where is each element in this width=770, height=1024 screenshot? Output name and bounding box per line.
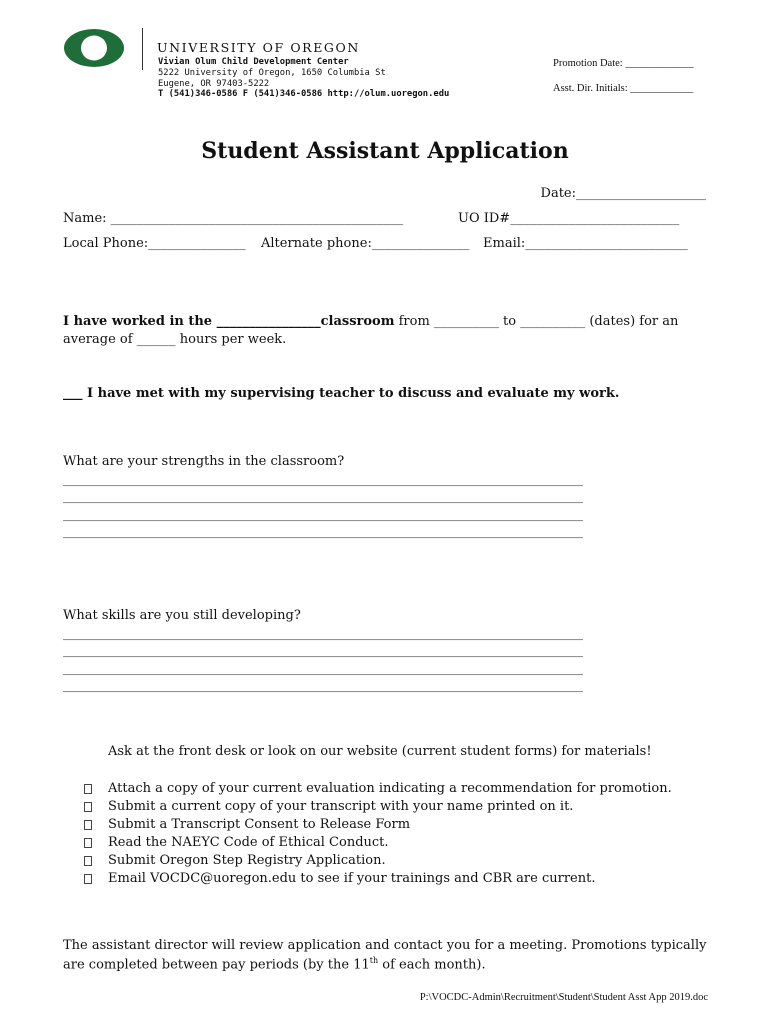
checklist-item[interactable] <box>84 834 672 852</box>
address-line-1: 5222 University of Oregon, 1650 Columbia St <box>158 68 386 78</box>
worked-statement <box>63 314 678 329</box>
worked-classroom-blank[interactable]: I have worked in the ________________classroom <box>63 314 395 329</box>
ordinal-suffix: th <box>369 956 379 965</box>
strengths-question: What are your strengths in the classroom? <box>63 454 345 469</box>
email-field[interactable]: Email:_________________________ <box>483 236 688 251</box>
checkbox-icon[interactable] <box>84 820 92 830</box>
asst-dir-initials-field[interactable]: Asst. Dir. Initials: ____________ <box>553 83 694 94</box>
checklist-item-label: Submit Oregon Step Registry Application. <box>108 853 386 868</box>
worked-dates-blanks[interactable]: from __________ to __________ (dates) for an <box>394 314 679 329</box>
center-name: Vivian Olum Child Development Center <box>158 57 349 67</box>
strengths-answer-line[interactable]: ________________________________________________________________________________ <box>63 507 583 522</box>
name-field[interactable]: Name: _____________________________________________ <box>63 211 404 226</box>
uo-id-field[interactable]: UO ID#__________________________ <box>458 211 680 226</box>
materials-checklist <box>84 780 672 888</box>
checklist-item-label: Email VOCDC@uoregon.edu to see if your trainings and CBR are current. <box>108 871 596 886</box>
local-phone-field[interactable]: Local Phone:_______________ <box>63 236 246 251</box>
checklist-item[interactable] <box>84 852 672 870</box>
skills-answer-line[interactable]: ________________________________________________________________________________ <box>63 661 583 676</box>
header-divider <box>142 28 143 70</box>
file-path-footer: P:\VOCDC-Admin\Recruitment\Student\Student Asst App 2019.doc <box>419 992 708 1003</box>
closing-line-2 <box>63 956 486 972</box>
address-line-2: Eugene, OR 97403-5222 <box>158 79 270 89</box>
checkbox-icon[interactable] <box>84 802 92 812</box>
checklist-item[interactable] <box>84 870 672 888</box>
university-of-oregon-logo <box>63 28 125 72</box>
skills-answer-line[interactable]: ________________________________________________________________________________ <box>63 678 583 693</box>
checklist-item[interactable] <box>84 816 672 834</box>
met-teacher-checkline[interactable]: ___ I have met with my supervising teacher to discuss and evaluate my work. <box>63 386 620 401</box>
checklist-item-label: Submit a current copy of your transcript with your name printed on it. <box>108 799 574 814</box>
checklist-item[interactable] <box>84 780 672 798</box>
date-field[interactable]: Date:____________________ <box>540 186 706 201</box>
promotion-date-field[interactable]: Promotion Date: _____________ <box>553 58 694 69</box>
checkbox-icon[interactable] <box>84 874 92 884</box>
materials-intro: Ask at the front desk or look on our website (current student forms) for materials! <box>108 744 652 759</box>
checklist-item-label: Read the NAEYC Code of Ethical Conduct. <box>108 835 389 850</box>
checklist-item-label: Attach a copy of your current evaluation indicating a recommendation for promotion. <box>108 781 672 796</box>
strengths-answer-line[interactable]: ________________________________________________________________________________ <box>63 472 583 487</box>
checkbox-icon[interactable] <box>84 784 92 794</box>
strengths-answer-line[interactable]: ________________________________________________________________________________ <box>63 489 583 504</box>
alternate-phone-field[interactable]: Alternate phone:_______________ <box>261 236 470 251</box>
skills-answer-line[interactable]: ________________________________________________________________________________ <box>63 626 583 641</box>
closing-text-a: are completed between pay periods (by the 11 <box>63 957 370 973</box>
checklist-item-label: Submit a Transcript Consent to Release Form <box>108 817 411 832</box>
strengths-answer-line[interactable]: ________________________________________________________________________________ <box>63 524 583 539</box>
page-title: Student Assistant Application <box>201 138 569 164</box>
checkbox-icon[interactable] <box>84 856 92 866</box>
university-name: UNIVERSITY OF OREGON <box>157 40 360 55</box>
skills-question: What skills are you still developing? <box>63 608 301 623</box>
closing-text-b: of each month). <box>378 957 486 973</box>
checklist-item[interactable] <box>84 798 672 816</box>
worked-hours-line[interactable]: average of ______ hours per week. <box>63 332 287 347</box>
contact-line: T (541)346-0586 F (541)346-0586 http://olum.uoregon.edu <box>158 89 450 99</box>
checkbox-icon[interactable] <box>84 838 92 848</box>
skills-answer-line[interactable]: ________________________________________________________________________________ <box>63 643 583 658</box>
closing-line-1: The assistant director will review application and contact you for a meeting. Promotions typically <box>63 938 707 953</box>
